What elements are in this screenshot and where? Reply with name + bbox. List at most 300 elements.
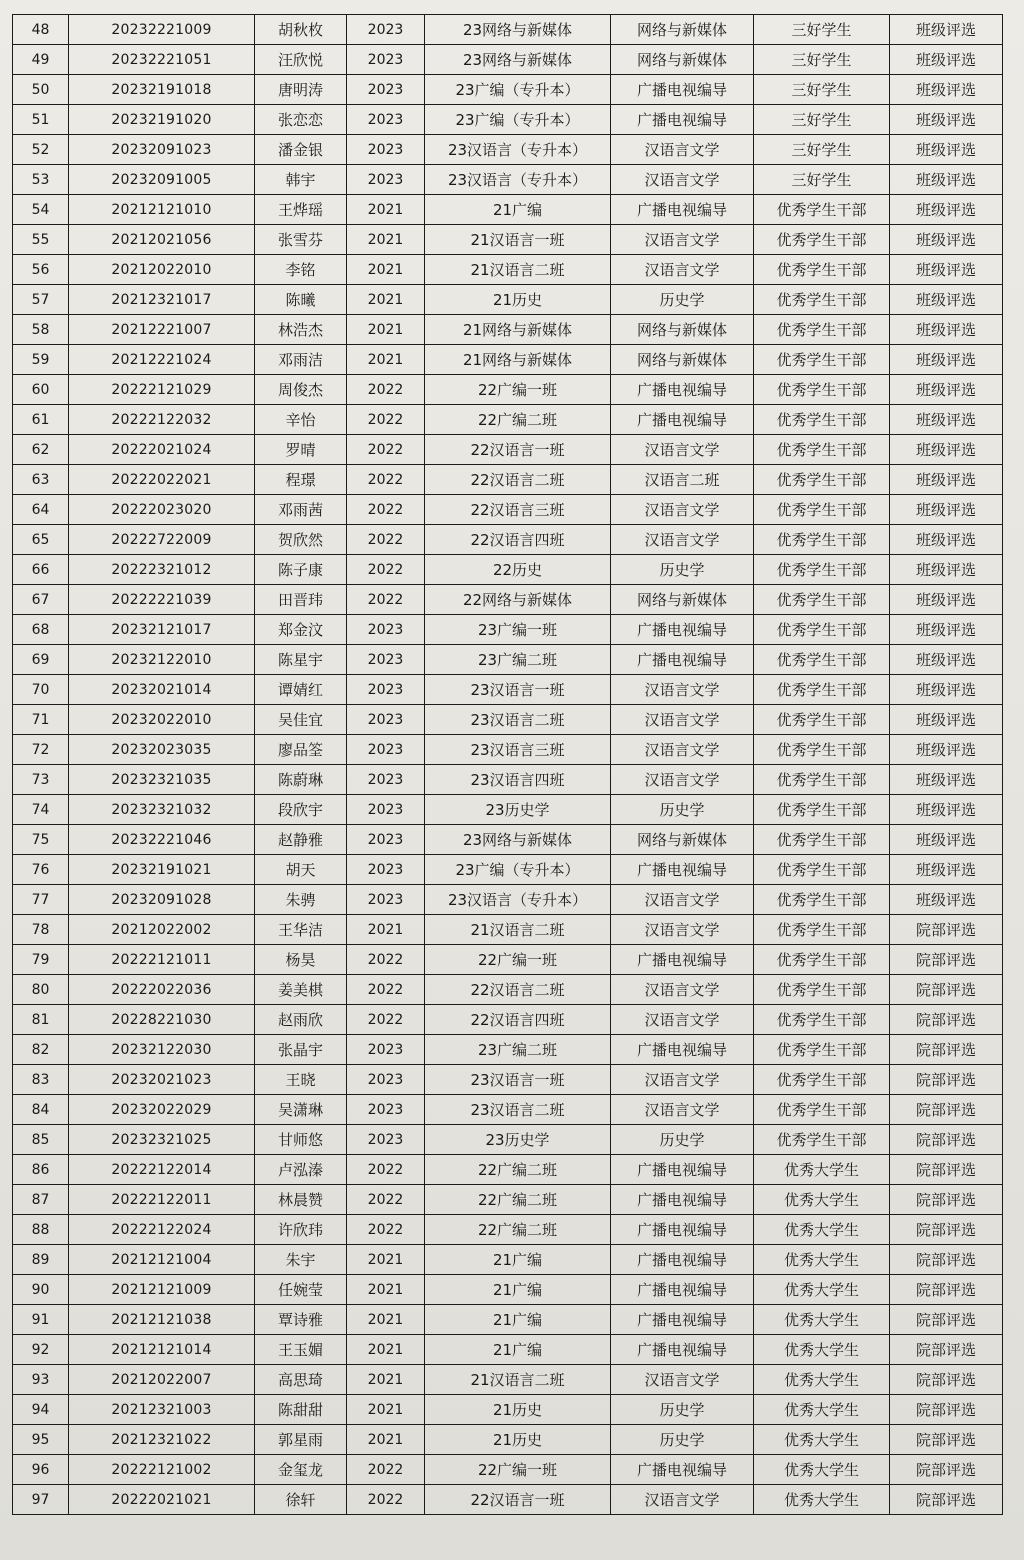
major-cell: 汉语言文学: [611, 225, 754, 255]
major-cell: 汉语言文学: [611, 765, 754, 795]
selection-level-cell: 班级评选: [890, 585, 1003, 615]
class-name-cell: 22广编一班: [425, 945, 611, 975]
row-number-cell: 79: [13, 945, 69, 975]
grade-year-cell: 2023: [347, 1065, 425, 1095]
major-cell: 广播电视编导: [611, 195, 754, 225]
class-name-cell: 21汉语言二班: [425, 1365, 611, 1395]
major-cell: 广播电视编导: [611, 1215, 754, 1245]
student-name-cell: 陈曦: [255, 285, 347, 315]
student-id-cell: 20222122014: [69, 1155, 255, 1185]
class-name-cell: 22历史: [425, 555, 611, 585]
award-type-cell: 三好学生: [754, 135, 890, 165]
class-name-cell: 23网络与新媒体: [425, 15, 611, 45]
grade-year-cell: 2023: [347, 855, 425, 885]
student-id-cell: 20232122030: [69, 1035, 255, 1065]
student-id-cell: 20232023035: [69, 735, 255, 765]
student-id-cell: 20232191018: [69, 75, 255, 105]
class-name-cell: 21历史: [425, 285, 611, 315]
row-number-cell: 92: [13, 1335, 69, 1365]
table-row: [13, 675, 1003, 705]
row-number-cell: 72: [13, 735, 69, 765]
selection-level-cell: 班级评选: [890, 855, 1003, 885]
table-row: [13, 1215, 1003, 1245]
student-name-cell: 郭星雨: [255, 1425, 347, 1455]
table-row: [13, 165, 1003, 195]
table-row: [13, 1125, 1003, 1155]
grade-year-cell: 2021: [347, 315, 425, 345]
student-name-cell: 陈甜甜: [255, 1395, 347, 1425]
table-row: [13, 1455, 1003, 1485]
row-number-cell: 86: [13, 1155, 69, 1185]
major-cell: 历史学: [611, 555, 754, 585]
student-name-cell: 邓雨茜: [255, 495, 347, 525]
student-id-cell: 20232321035: [69, 765, 255, 795]
award-type-cell: 三好学生: [754, 165, 890, 195]
student-name-cell: 李铭: [255, 255, 347, 285]
selection-level-cell: 班级评选: [890, 675, 1003, 705]
award-type-cell: 优秀学生干部: [754, 495, 890, 525]
grade-year-cell: 2021: [347, 915, 425, 945]
student-id-cell: 20222022021: [69, 465, 255, 495]
student-id-cell: 20212022007: [69, 1365, 255, 1395]
award-type-cell: 优秀学生干部: [754, 195, 890, 225]
student-id-cell: 20232122010: [69, 645, 255, 675]
grade-year-cell: 2022: [347, 1485, 425, 1515]
grade-year-cell: 2022: [347, 555, 425, 585]
grade-year-cell: 2021: [347, 225, 425, 255]
selection-level-cell: 班级评选: [890, 615, 1003, 645]
award-list-table: [12, 14, 1003, 1515]
award-type-cell: 三好学生: [754, 75, 890, 105]
selection-level-cell: 院部评选: [890, 1155, 1003, 1185]
table-row: [13, 1185, 1003, 1215]
student-id-cell: 20232321032: [69, 795, 255, 825]
table-body: [13, 15, 1003, 1515]
student-id-cell: 20232022029: [69, 1095, 255, 1125]
student-name-cell: 王华洁: [255, 915, 347, 945]
award-type-cell: 优秀学生干部: [754, 945, 890, 975]
selection-level-cell: 班级评选: [890, 135, 1003, 165]
row-number-cell: 58: [13, 315, 69, 345]
student-name-cell: 姜美棋: [255, 975, 347, 1005]
major-cell: 汉语言文学: [611, 435, 754, 465]
row-number-cell: 71: [13, 705, 69, 735]
major-cell: 历史学: [611, 1395, 754, 1425]
major-cell: 历史学: [611, 795, 754, 825]
major-cell: 汉语言文学: [611, 1365, 754, 1395]
class-name-cell: 22汉语言一班: [425, 1485, 611, 1515]
table-row: [13, 1425, 1003, 1455]
major-cell: 汉语言文学: [611, 975, 754, 1005]
award-type-cell: 优秀学生干部: [754, 855, 890, 885]
table-row: [13, 645, 1003, 675]
class-name-cell: 23网络与新媒体: [425, 45, 611, 75]
award-type-cell: 优秀大学生: [754, 1275, 890, 1305]
student-name-cell: 赵静雅: [255, 825, 347, 855]
table-row: [13, 45, 1003, 75]
award-type-cell: 优秀大学生: [754, 1485, 890, 1515]
major-cell: 汉语言文学: [611, 675, 754, 705]
class-name-cell: 21网络与新媒体: [425, 315, 611, 345]
student-id-cell: 20212121009: [69, 1275, 255, 1305]
student-name-cell: 邓雨洁: [255, 345, 347, 375]
row-number-cell: 68: [13, 615, 69, 645]
selection-level-cell: 院部评选: [890, 1035, 1003, 1065]
award-type-cell: 优秀大学生: [754, 1395, 890, 1425]
major-cell: 汉语言文学: [611, 1095, 754, 1125]
major-cell: 汉语言文学: [611, 915, 754, 945]
student-id-cell: 20222021024: [69, 435, 255, 465]
award-type-cell: 优秀学生干部: [754, 795, 890, 825]
row-number-cell: 54: [13, 195, 69, 225]
award-type-cell: 优秀大学生: [754, 1155, 890, 1185]
row-number-cell: 60: [13, 375, 69, 405]
student-name-cell: 王玉媚: [255, 1335, 347, 1365]
row-number-cell: 87: [13, 1185, 69, 1215]
award-type-cell: 优秀大学生: [754, 1425, 890, 1455]
student-id-cell: 20212121038: [69, 1305, 255, 1335]
student-name-cell: 吴潇琳: [255, 1095, 347, 1125]
student-name-cell: 林晨赞: [255, 1185, 347, 1215]
student-name-cell: 王烨瑶: [255, 195, 347, 225]
table-row: [13, 15, 1003, 45]
class-name-cell: 21汉语言二班: [425, 915, 611, 945]
award-type-cell: 优秀学生干部: [754, 285, 890, 315]
student-name-cell: 田晋玮: [255, 585, 347, 615]
class-name-cell: 23汉语言四班: [425, 765, 611, 795]
class-name-cell: 23广编（专升本）: [425, 105, 611, 135]
student-id-cell: 20212321022: [69, 1425, 255, 1455]
selection-level-cell: 班级评选: [890, 405, 1003, 435]
class-name-cell: 23广编（专升本）: [425, 855, 611, 885]
selection-level-cell: 院部评选: [890, 1095, 1003, 1125]
student-name-cell: 陈蔚琳: [255, 765, 347, 795]
major-cell: 历史学: [611, 285, 754, 315]
grade-year-cell: 2022: [347, 405, 425, 435]
student-id-cell: 20212022010: [69, 255, 255, 285]
student-id-cell: 20232021023: [69, 1065, 255, 1095]
selection-level-cell: 班级评选: [890, 45, 1003, 75]
grade-year-cell: 2022: [347, 975, 425, 1005]
table-row: [13, 705, 1003, 735]
row-number-cell: 95: [13, 1425, 69, 1455]
major-cell: 汉语言文学: [611, 255, 754, 285]
major-cell: 网络与新媒体: [611, 825, 754, 855]
student-name-cell: 许欣玮: [255, 1215, 347, 1245]
table-row: [13, 1095, 1003, 1125]
table-row: [13, 315, 1003, 345]
selection-level-cell: 院部评选: [890, 1125, 1003, 1155]
grade-year-cell: 2022: [347, 1005, 425, 1035]
student-name-cell: 张雪芬: [255, 225, 347, 255]
grade-year-cell: 2021: [347, 1275, 425, 1305]
student-id-cell: 20232191021: [69, 855, 255, 885]
student-name-cell: 张恋恋: [255, 105, 347, 135]
major-cell: 汉语言文学: [611, 885, 754, 915]
grade-year-cell: 2021: [347, 1335, 425, 1365]
major-cell: 历史学: [611, 1425, 754, 1455]
student-id-cell: 20222121029: [69, 375, 255, 405]
table-row: [13, 1035, 1003, 1065]
table-row: [13, 1485, 1003, 1515]
row-number-cell: 69: [13, 645, 69, 675]
award-type-cell: 优秀学生干部: [754, 675, 890, 705]
class-name-cell: 22汉语言二班: [425, 975, 611, 1005]
student-id-cell: 20212321017: [69, 285, 255, 315]
class-name-cell: 21广编: [425, 1245, 611, 1275]
grade-year-cell: 2022: [347, 525, 425, 555]
grade-year-cell: 2023: [347, 1095, 425, 1125]
student-name-cell: 郑金汶: [255, 615, 347, 645]
row-number-cell: 53: [13, 165, 69, 195]
major-cell: 广播电视编导: [611, 75, 754, 105]
table-row: [13, 1335, 1003, 1365]
grade-year-cell: 2022: [347, 1215, 425, 1245]
table-row: [13, 1275, 1003, 1305]
award-type-cell: 优秀大学生: [754, 1245, 890, 1275]
student-id-cell: 20212121004: [69, 1245, 255, 1275]
grade-year-cell: 2023: [347, 825, 425, 855]
student-name-cell: 林浩杰: [255, 315, 347, 345]
student-id-cell: 20222722009: [69, 525, 255, 555]
award-type-cell: 优秀大学生: [754, 1365, 890, 1395]
class-name-cell: 23汉语言三班: [425, 735, 611, 765]
row-number-cell: 52: [13, 135, 69, 165]
award-type-cell: 优秀大学生: [754, 1455, 890, 1485]
class-name-cell: 23汉语言（专升本）: [425, 885, 611, 915]
student-name-cell: 周俊杰: [255, 375, 347, 405]
selection-level-cell: 院部评选: [890, 1065, 1003, 1095]
class-name-cell: 21广编: [425, 1275, 611, 1305]
student-name-cell: 胡天: [255, 855, 347, 885]
table-row: [13, 765, 1003, 795]
class-name-cell: 22汉语言一班: [425, 435, 611, 465]
selection-level-cell: 院部评选: [890, 1425, 1003, 1455]
student-name-cell: 徐轩: [255, 1485, 347, 1515]
student-id-cell: 20222021021: [69, 1485, 255, 1515]
row-number-cell: 94: [13, 1395, 69, 1425]
class-name-cell: 22广编二班: [425, 1155, 611, 1185]
selection-level-cell: 院部评选: [890, 1185, 1003, 1215]
selection-level-cell: 院部评选: [890, 1005, 1003, 1035]
award-type-cell: 优秀学生干部: [754, 1095, 890, 1125]
class-name-cell: 23广编二班: [425, 645, 611, 675]
table-row: [13, 1065, 1003, 1095]
student-name-cell: 贺欣然: [255, 525, 347, 555]
grade-year-cell: 2023: [347, 795, 425, 825]
grade-year-cell: 2023: [347, 105, 425, 135]
major-cell: 广播电视编导: [611, 1305, 754, 1335]
selection-level-cell: 院部评选: [890, 1365, 1003, 1395]
table-row: [13, 405, 1003, 435]
major-cell: 汉语言文学: [611, 135, 754, 165]
award-type-cell: 优秀大学生: [754, 1305, 890, 1335]
student-id-cell: 20212221024: [69, 345, 255, 375]
student-name-cell: 辛怡: [255, 405, 347, 435]
row-number-cell: 49: [13, 45, 69, 75]
student-id-cell: 20222122024: [69, 1215, 255, 1245]
award-type-cell: 三好学生: [754, 105, 890, 135]
major-cell: 广播电视编导: [611, 105, 754, 135]
selection-level-cell: 院部评选: [890, 1215, 1003, 1245]
student-name-cell: 金玺龙: [255, 1455, 347, 1485]
student-name-cell: 卢泓溱: [255, 1155, 347, 1185]
grade-year-cell: 2021: [347, 1395, 425, 1425]
row-number-cell: 81: [13, 1005, 69, 1035]
selection-level-cell: 班级评选: [890, 225, 1003, 255]
student-name-cell: 朱宇: [255, 1245, 347, 1275]
table-row: [13, 465, 1003, 495]
grade-year-cell: 2023: [347, 735, 425, 765]
grade-year-cell: 2021: [347, 1245, 425, 1275]
student-id-cell: 20222122032: [69, 405, 255, 435]
table-row: [13, 195, 1003, 225]
table-row: [13, 855, 1003, 885]
award-type-cell: 优秀学生干部: [754, 585, 890, 615]
major-cell: 广播电视编导: [611, 1245, 754, 1275]
award-type-cell: 优秀学生干部: [754, 405, 890, 435]
student-id-cell: 20232091023: [69, 135, 255, 165]
student-name-cell: 汪欣悦: [255, 45, 347, 75]
major-cell: 网络与新媒体: [611, 45, 754, 75]
class-name-cell: 22广编一班: [425, 375, 611, 405]
major-cell: 汉语言文学: [611, 1005, 754, 1035]
table-row: [13, 435, 1003, 465]
class-name-cell: 22网络与新媒体: [425, 585, 611, 615]
grade-year-cell: 2022: [347, 375, 425, 405]
grade-year-cell: 2023: [347, 15, 425, 45]
selection-level-cell: 院部评选: [890, 975, 1003, 1005]
grade-year-cell: 2023: [347, 675, 425, 705]
award-type-cell: 优秀学生干部: [754, 1065, 890, 1095]
row-number-cell: 84: [13, 1095, 69, 1125]
student-name-cell: 朱骋: [255, 885, 347, 915]
grade-year-cell: 2023: [347, 75, 425, 105]
selection-level-cell: 院部评选: [890, 1455, 1003, 1485]
row-number-cell: 67: [13, 585, 69, 615]
selection-level-cell: 班级评选: [890, 345, 1003, 375]
grade-year-cell: 2023: [347, 615, 425, 645]
class-name-cell: 21历史: [425, 1425, 611, 1455]
major-cell: 网络与新媒体: [611, 315, 754, 345]
row-number-cell: 88: [13, 1215, 69, 1245]
class-name-cell: 22汉语言四班: [425, 525, 611, 555]
award-type-cell: 优秀学生干部: [754, 1005, 890, 1035]
major-cell: 广播电视编导: [611, 375, 754, 405]
student-name-cell: 潘金银: [255, 135, 347, 165]
row-number-cell: 73: [13, 765, 69, 795]
table-row: [13, 75, 1003, 105]
selection-level-cell: 院部评选: [890, 1305, 1003, 1335]
selection-level-cell: 班级评选: [890, 465, 1003, 495]
award-type-cell: 优秀大学生: [754, 1185, 890, 1215]
major-cell: 汉语言文学: [611, 1065, 754, 1095]
grade-year-cell: 2022: [347, 435, 425, 465]
row-number-cell: 61: [13, 405, 69, 435]
major-cell: 广播电视编导: [611, 1185, 754, 1215]
selection-level-cell: 院部评选: [890, 945, 1003, 975]
award-type-cell: 优秀学生干部: [754, 435, 890, 465]
award-type-cell: 优秀学生干部: [754, 225, 890, 255]
student-id-cell: 20232321025: [69, 1125, 255, 1155]
row-number-cell: 80: [13, 975, 69, 1005]
class-name-cell: 21广编: [425, 1305, 611, 1335]
award-type-cell: 优秀学生干部: [754, 735, 890, 765]
selection-level-cell: 班级评选: [890, 495, 1003, 525]
class-name-cell: 22广编一班: [425, 1455, 611, 1485]
selection-level-cell: 班级评选: [890, 435, 1003, 465]
selection-level-cell: 院部评选: [890, 915, 1003, 945]
grade-year-cell: 2023: [347, 705, 425, 735]
major-cell: 汉语言文学: [611, 165, 754, 195]
class-name-cell: 22广编二班: [425, 1215, 611, 1245]
major-cell: 广播电视编导: [611, 405, 754, 435]
table-row: [13, 1365, 1003, 1395]
grade-year-cell: 2021: [347, 345, 425, 375]
student-name-cell: 赵雨欣: [255, 1005, 347, 1035]
award-type-cell: 优秀学生干部: [754, 1125, 890, 1155]
class-name-cell: 22汉语言三班: [425, 495, 611, 525]
student-id-cell: 20222321012: [69, 555, 255, 585]
grade-year-cell: 2022: [347, 585, 425, 615]
class-name-cell: 21汉语言二班: [425, 255, 611, 285]
student-name-cell: 段欣宇: [255, 795, 347, 825]
student-name-cell: 王晓: [255, 1065, 347, 1095]
grade-year-cell: 2021: [347, 285, 425, 315]
row-number-cell: 93: [13, 1365, 69, 1395]
student-id-cell: 20232022010: [69, 705, 255, 735]
table-row: [13, 255, 1003, 285]
student-id-cell: 20212022002: [69, 915, 255, 945]
row-number-cell: 91: [13, 1305, 69, 1335]
table-row: [13, 525, 1003, 555]
grade-year-cell: 2021: [347, 195, 425, 225]
major-cell: 广播电视编导: [611, 855, 754, 885]
class-name-cell: 22广编二班: [425, 405, 611, 435]
table-row: [13, 1005, 1003, 1035]
grade-year-cell: 2022: [347, 495, 425, 525]
class-name-cell: 23汉语言一班: [425, 1065, 611, 1095]
award-type-cell: 优秀学生干部: [754, 315, 890, 345]
grade-year-cell: 2023: [347, 135, 425, 165]
award-type-cell: 优秀大学生: [754, 1215, 890, 1245]
student-id-cell: 20212321003: [69, 1395, 255, 1425]
selection-level-cell: 班级评选: [890, 735, 1003, 765]
award-type-cell: 优秀大学生: [754, 1335, 890, 1365]
class-name-cell: 23汉语言（专升本）: [425, 135, 611, 165]
table-row: [13, 225, 1003, 255]
award-type-cell: 优秀学生干部: [754, 465, 890, 495]
selection-level-cell: 班级评选: [890, 105, 1003, 135]
grade-year-cell: 2021: [347, 255, 425, 285]
class-name-cell: 21历史: [425, 1395, 611, 1425]
major-cell: 汉语言文学: [611, 1485, 754, 1515]
class-name-cell: 23汉语言二班: [425, 1095, 611, 1125]
major-cell: 广播电视编导: [611, 645, 754, 675]
table-row: [13, 1305, 1003, 1335]
class-name-cell: 22汉语言四班: [425, 1005, 611, 1035]
selection-level-cell: 院部评选: [890, 1485, 1003, 1515]
grade-year-cell: 2022: [347, 945, 425, 975]
row-number-cell: 66: [13, 555, 69, 585]
class-name-cell: 23汉语言（专升本）: [425, 165, 611, 195]
class-name-cell: 21广编: [425, 195, 611, 225]
award-type-cell: 优秀学生干部: [754, 915, 890, 945]
class-name-cell: 23历史学: [425, 1125, 611, 1155]
grade-year-cell: 2021: [347, 1425, 425, 1455]
award-type-cell: 优秀学生干部: [754, 1035, 890, 1065]
student-name-cell: 韩宇: [255, 165, 347, 195]
